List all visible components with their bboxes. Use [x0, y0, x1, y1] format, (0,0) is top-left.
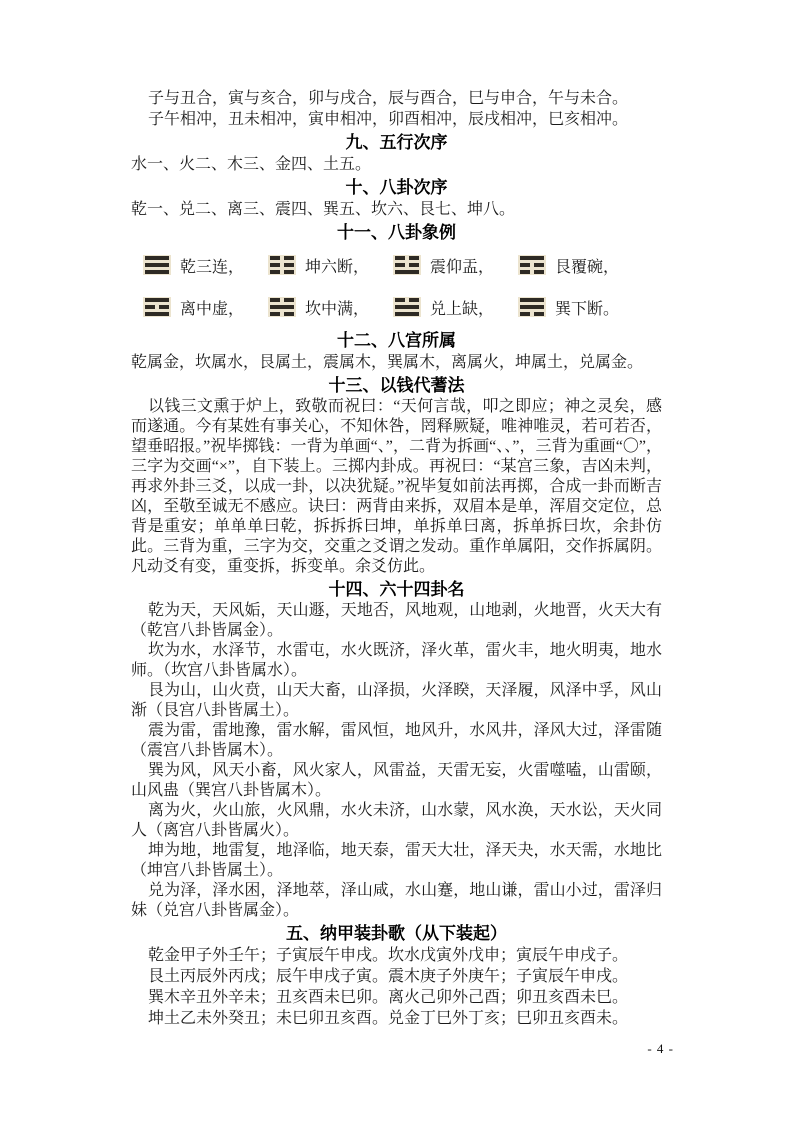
page-number: - 4 -: [647, 1041, 674, 1056]
najia-song-line: 艮土丙辰外丙戌；辰午申戌子寅。震木庚子外庚午；子寅辰午申戌。: [148, 968, 629, 985]
paragraph-qian-palace: 乾为天，天风姤，天山遯，天地否，风地观，山地剥，火地晋，火天大有（乾宫八卦皆属金）。: [131, 602, 662, 639]
paragraph-branch-clashes: 子午相冲，丑未相冲，寅申相冲，卯酉相冲，辰戌相冲，巳亥相冲。: [148, 111, 629, 128]
heading-coin-method: 十三、以钱代蓍法: [328, 376, 465, 395]
trigram-label-qian: 乾三连，: [180, 258, 245, 276]
najia-song-line: 坤土乙未外癸丑；未巳卯丑亥酉。兑金丁巳外丁亥；巳卯丑亥酉未。: [148, 1010, 629, 1027]
trigram-label-gen: 艮覆碗，: [555, 258, 620, 276]
paragraph-bagua-palaces: 乾属金，坎属水，艮属土，震属木，巽属木，离属火，坤属土，兑属金。: [131, 354, 644, 371]
trigram-label-kun: 坤六断，: [305, 258, 370, 276]
trigram-label-li: 离中虚，: [180, 300, 245, 318]
trigram-item-dui: [393, 296, 494, 319]
trigram-item-li: [143, 296, 244, 319]
najia-song-line: 乾金甲子外壬午；子寅辰午申戌。坎水戊寅外戊申；寅辰午申戌子。: [148, 947, 629, 964]
trigram-item-gen: [518, 254, 619, 277]
paragraph-bagua-order: 乾一、兑二、离三、震四、巽五、坎六、艮七、坤八。: [131, 201, 516, 218]
heading-najia-song: 五、纳甲装卦歌（从下装起）: [286, 924, 507, 943]
heading-bagua-palaces: 十二、八宫所属: [337, 331, 456, 350]
trigram-kun-icon: [268, 255, 296, 275]
paragraph-zhen-palace: 震为雷，雷地豫，雷水解，雷风恒，地风升，水风井，泽风大过，泽雷随（震宫八卦皆属木）。: [131, 722, 662, 759]
trigram-li-icon: [143, 297, 171, 317]
paragraph-coin-method: 以钱三文熏于炉上，致敬而祝曰：“天何言哉，叩之即应；神之灵矣，感而遂通。今有某姓有事关心，不知休咎，罔释厥疑，唯神唯灵，若可若否，望垂昭报。”祝毕掷钱：一背为单画“、”，二背为拆画“、、”，三背为重画“〇”，三字为交画“×”，自下装上。三掷内卦成。再祝曰：“某宫三象，吉凶未判，再求外卦三爻，以成一卦，以决犹疑。”祝毕复如前法再掷，合成一卦而断吉凶，至敬至诚无不感应。诀曰：两背由来拆，双眉本是单，浑眉交定位，总背是重安；单单单曰乾，拆拆拆曰坤，单拆单曰离，拆单拆曰坎，余卦仿此。三背为重，三字为交，交重之爻谓之发动。重作单属阳，交作拆属阴。凡动爻有变，重变拆，拆变单。余爻仿此。: [131, 398, 662, 575]
trigram-qian-icon: [143, 255, 171, 275]
heading-bagua-order: 十、八卦次序: [345, 178, 448, 197]
trigram-kan-icon: [268, 297, 296, 317]
paragraph-dui-palace: 兑为泽，泽水困，泽地萃，泽山咸，水山蹇，地山谦，雷山小过，雷泽归妹（兑宫八卦皆属金）。: [131, 882, 662, 919]
trigram-item-zhen: [393, 254, 494, 277]
paragraph-kan-palace: 坎为水，水泽节，水雷屯，水火既济，泽火革，雷火丰，地火明夷，地水师。（坎宫八卦皆属水）。: [131, 642, 662, 679]
trigram-label-kan: 坎中满，: [305, 300, 370, 318]
trigram-dui-icon: [393, 297, 421, 317]
heading-five-elements-order: 九、五行次序: [345, 133, 448, 152]
trigram-zhen-icon: [393, 255, 421, 275]
paragraph-kun-palace: 坤为地，地雷复，地泽临，地天泰，雷天大壮，泽天夬，水天需，水地比（坤宫八卦皆属土）。: [131, 842, 662, 879]
trigram-item-qian: [143, 254, 244, 277]
trigram-item-kan: [268, 296, 369, 319]
trigram-item-xun: [518, 296, 619, 319]
heading-sixty-four-hexagrams: 十四、六十四卦名: [328, 580, 465, 599]
paragraph-li-palace: 离为火，火山旅，火风鼎，水火未济，山水蒙，风水涣，天水讼，天火同人（离宫八卦皆属火）。: [131, 802, 662, 839]
trigram-gen-icon: [518, 255, 546, 275]
paragraph-gen-palace: 艮为山，山火贲，山天大畜，山泽损，火泽睽，天泽履，风泽中孚，风山渐（艮宫八卦皆属土）。: [131, 682, 662, 719]
trigram-label-dui: 兑上缺，: [430, 300, 495, 318]
paragraph-five-elements-order: 水一、火二、木三、金四、土五。: [131, 156, 372, 173]
paragraph-branch-combinations: 子与丑合，寅与亥合，卯与戌合，辰与酉合，巳与申合，午与未合。: [148, 90, 629, 107]
trigram-xun-icon: [518, 297, 546, 317]
trigram-row-top: [131, 244, 662, 286]
paragraph-xun-palace: 巽为风，风天小畜，风火家人，风雷益，天雷无妄，火雷噬嗑，山雷颐，山风蛊（巽宫八卦皆属木）。: [131, 762, 662, 799]
najia-song-line: 巽木辛丑外辛未；丑亥酉未巳卯。离火己卯外己酉；卯丑亥酉未巳。: [148, 989, 629, 1006]
heading-bagua-images: 十一、八卦象例: [337, 223, 456, 242]
trigram-label-zhen: 震仰盂，: [430, 258, 495, 276]
trigram-label-xun: 巽下断。: [555, 300, 620, 318]
trigram-item-kun: [268, 254, 369, 277]
trigram-row-bottom: [131, 286, 662, 328]
